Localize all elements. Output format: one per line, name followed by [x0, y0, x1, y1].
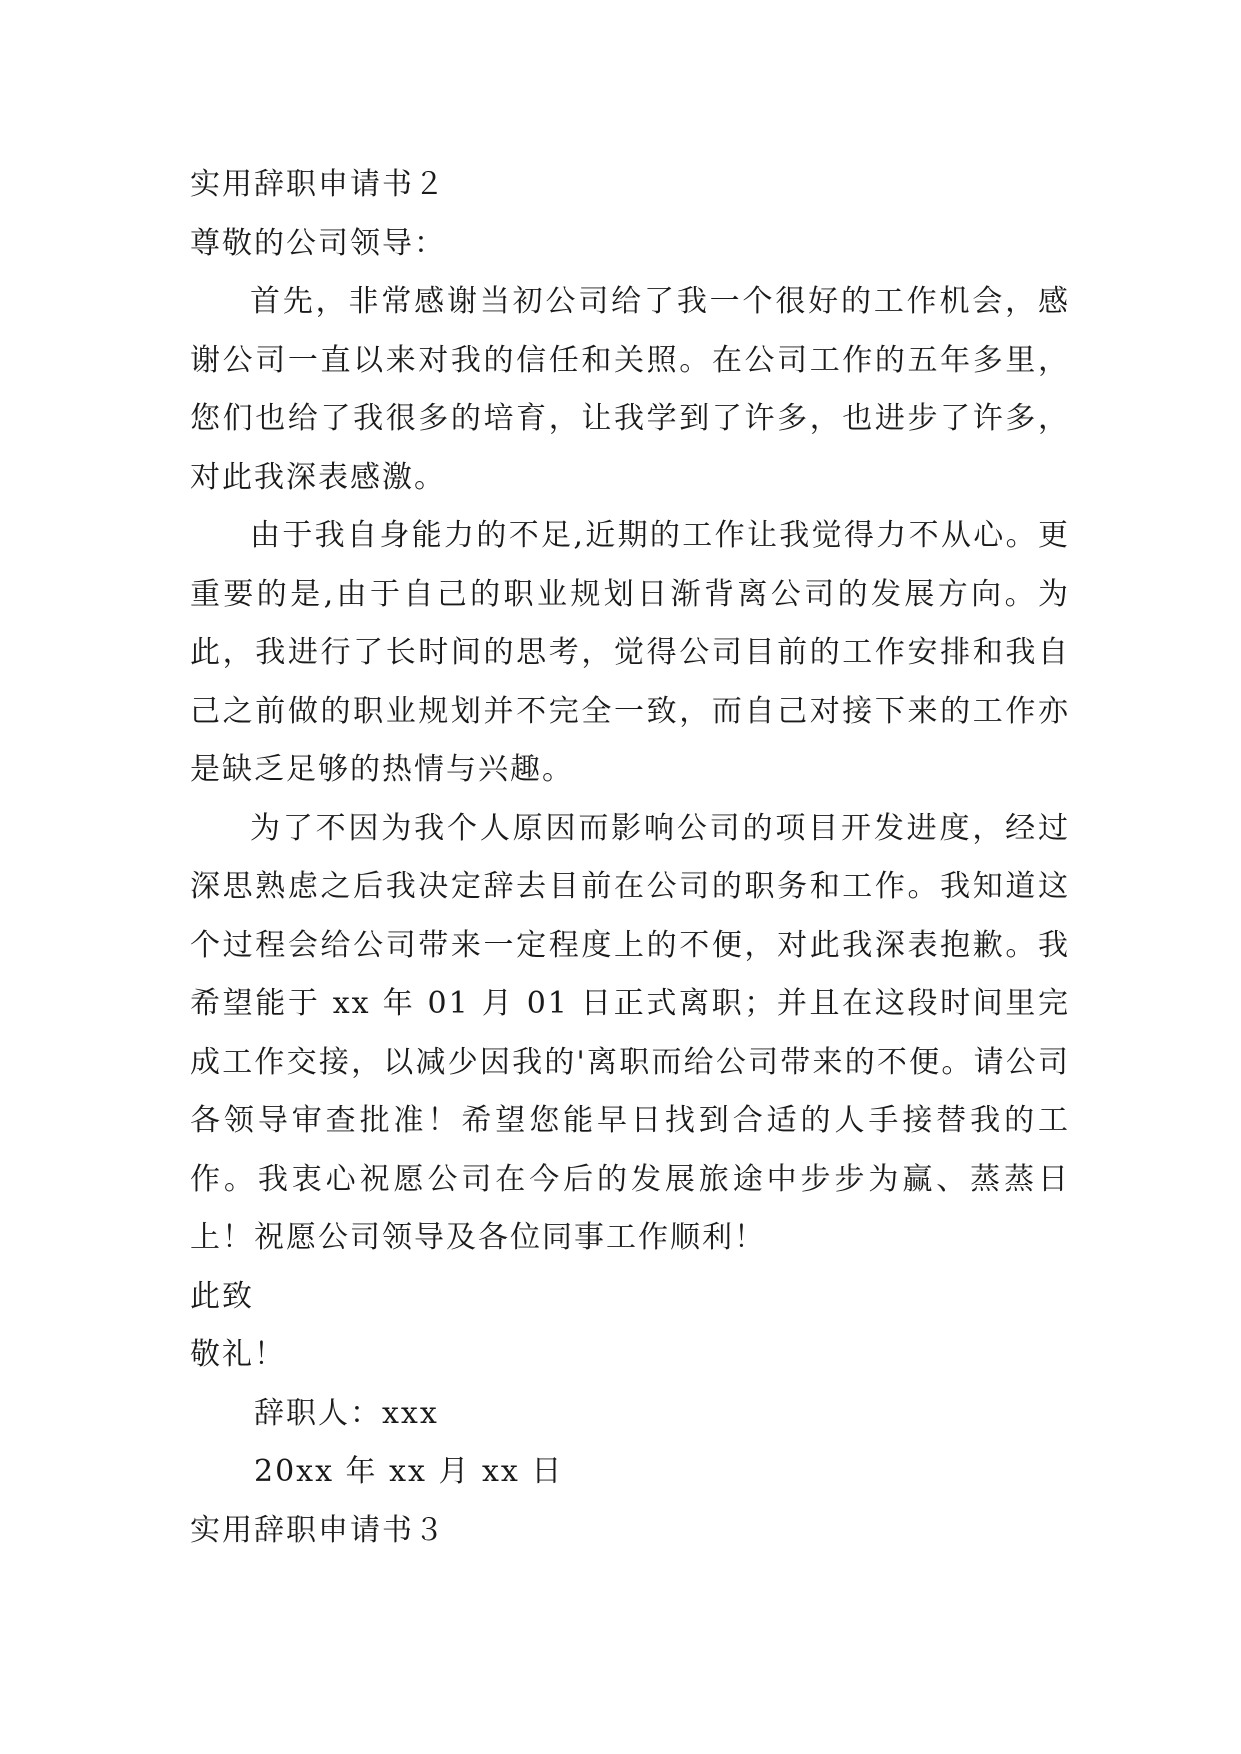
- section-title: 实用辞职申请书２: [190, 167, 446, 202]
- salutation: 尊敬的公司领导：: [190, 225, 446, 261]
- document-body: [190, 156, 1070, 1560]
- date: 20xx 年 xx 月 xx 日: [254, 1454, 564, 1489]
- paragraph: 由于我自身能力的不足,近期的工作让我觉得力不从心。更重要的是,由于自己的职业规划日渐背离公司的发展方向。为此，我进行了长时间的思考，觉得公司目前的工作安排和我自己之前做的职业规划并不完全一致，而自己对接下来的工作亦是缺乏足够的热情与兴趣。: [190, 518, 1070, 787]
- signature: 辞职人：xxx: [254, 1395, 439, 1431]
- paragraph: 为了不因为我个人原因而影响公司的项目开发进度，经过深思熟虑之后我决定辞去目前在公司的职务和工作。我知道这个过程会给公司带来一定程度上的不便，对此我深表抱歉。我希望能于 xx 年 01 月 01 日正式离职；并且在这段时间里完成工作交接，以减少因我的'离职而给公司带来的不便。请公司各领导审查批准！希望您能早日找到合适的人手接替我的工作。我衷心祝愿公司在今后的发展旅途中步步为赢、蒸蒸日上！祝愿公司领导及各位同事工作顺利！: [190, 810, 1070, 1255]
- closing-line: 此致: [190, 1278, 254, 1314]
- closing-greeting: 敬礼！: [190, 1337, 286, 1372]
- paragraph: 首先，非常感谢当初公司给了我一个很好的工作机会，感谢公司一直以来对我的信任和关照。在公司工作的五年多里，您们也给了我很多的培育，让我学到了许多，也进步了许多，对此我深表感激。: [190, 284, 1070, 495]
- section-title: 实用辞职申请书３: [190, 1512, 446, 1548]
